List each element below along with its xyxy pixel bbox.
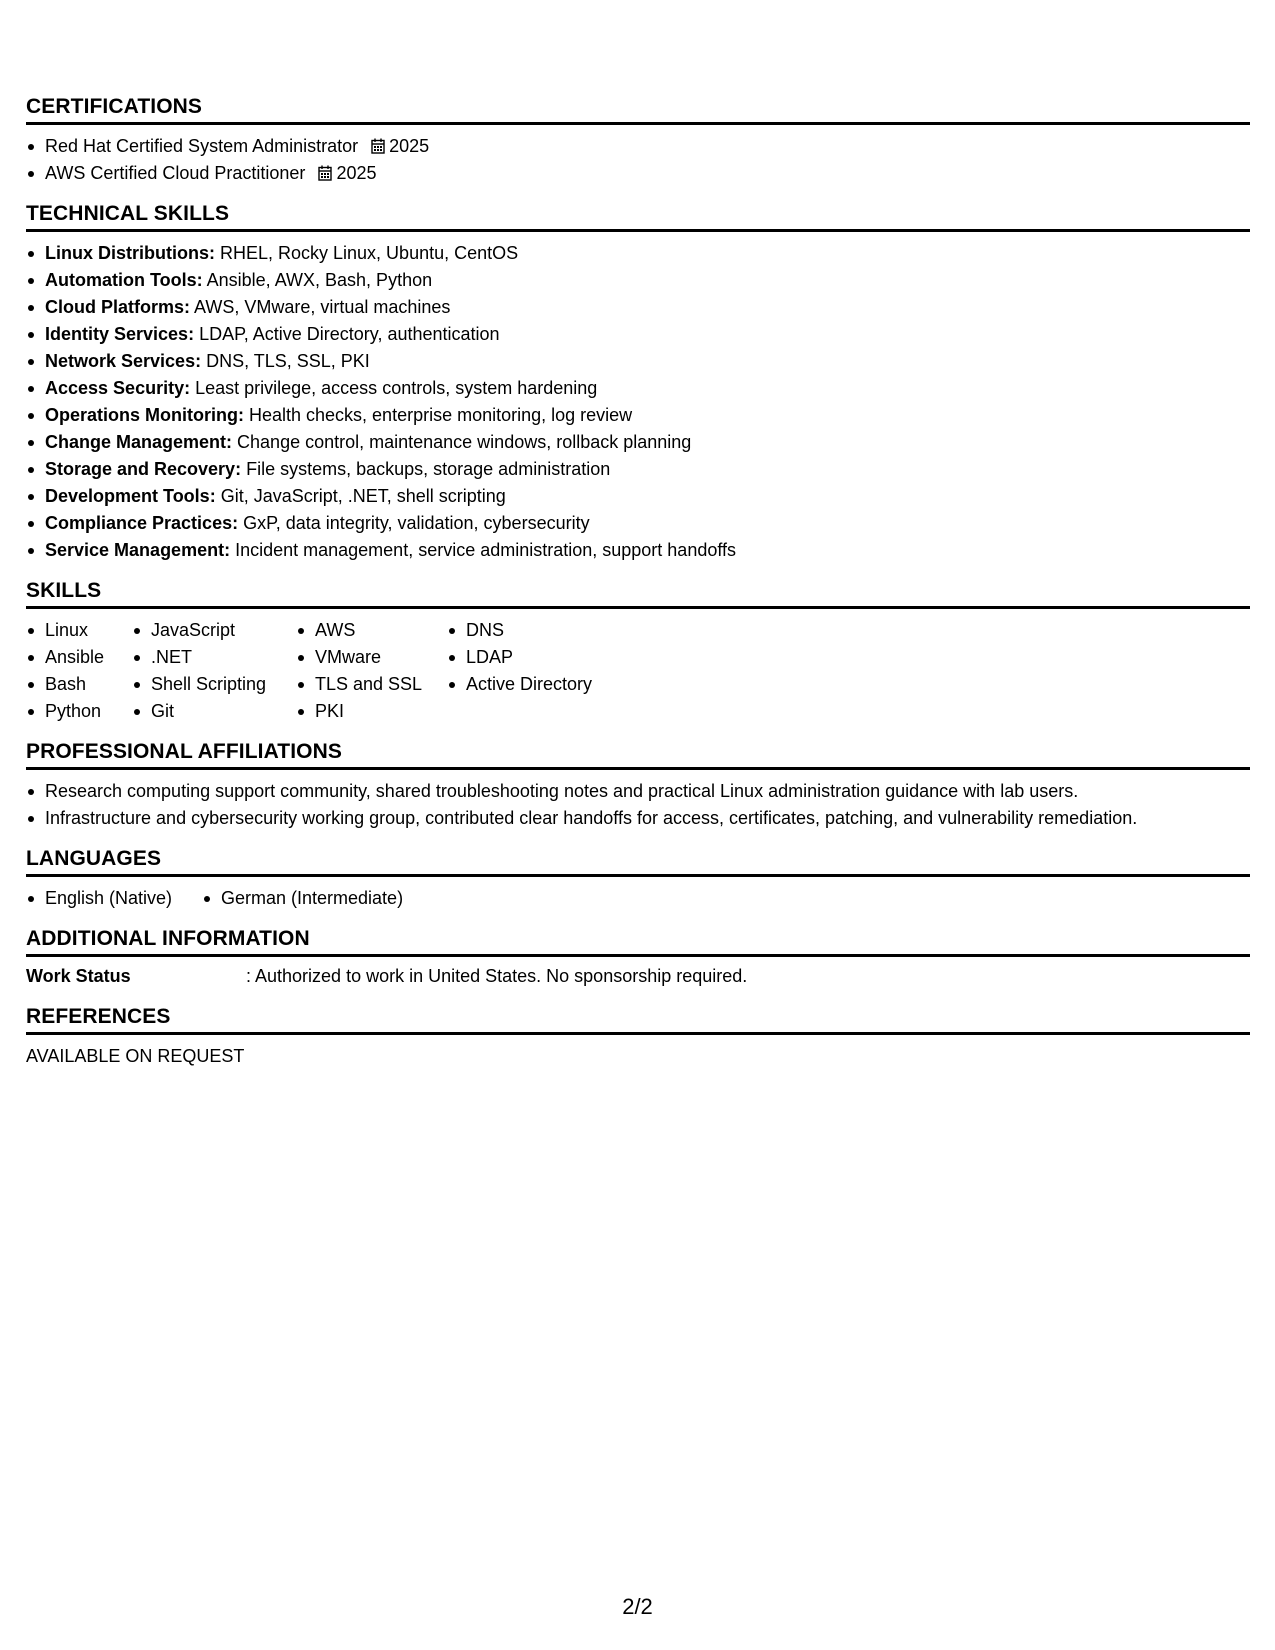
skill-values: Least privilege, access controls, system hardening [190, 378, 598, 398]
certification-date [371, 133, 429, 160]
affiliation-item: Research computing support community, shared troubleshooting notes and practical Linux administration guidance with lab users. [26, 778, 1250, 805]
resume-page [26, 94, 1250, 1084]
certification-year: 2025 [336, 163, 377, 183]
skill-item: Active Directory [447, 671, 627, 698]
technical-skill-item [26, 429, 1250, 456]
skill-category: Operations Monitoring: [45, 405, 244, 425]
skill-values: File systems, backups, storage administration [241, 459, 611, 479]
skill-values: Change control, maintenance windows, rollback planning [232, 432, 692, 452]
skill-category: Automation Tools: [45, 270, 203, 290]
calendar-icon [371, 138, 385, 154]
skill-category: Network Services: [45, 351, 202, 371]
certification-item [26, 133, 1250, 160]
languages-column [26, 885, 202, 912]
references-heading: REFERENCES [26, 1004, 1250, 1035]
technical-skill-item [26, 348, 1250, 375]
skill-item: LDAP [447, 644, 627, 671]
languages-column [202, 885, 403, 912]
skill-item: DNS [447, 617, 627, 644]
additional-info-section [26, 926, 1250, 990]
skill-values: RHEL, Rocky Linux, Ubuntu, CentOS [215, 243, 519, 263]
technical-skill-item [26, 483, 1250, 510]
technical-skill-item [26, 240, 1250, 267]
technical-skill-item [26, 294, 1250, 321]
page-number: 2/2 [622, 1594, 653, 1619]
certification-name: AWS Certified Cloud Practitioner [45, 163, 306, 183]
skill-item: Linux [26, 617, 132, 644]
language-item: English (Native) [26, 885, 202, 912]
skill-category: Compliance Practices: [45, 513, 239, 533]
affiliations-list [26, 778, 1250, 832]
skill-item: AWS [296, 617, 447, 644]
certifications-heading: CERTIFICATIONS [26, 94, 1250, 125]
certification-date [318, 160, 376, 187]
skill-values: Health checks, enterprise monitoring, log review [243, 405, 633, 425]
technical-skill-item [26, 267, 1250, 294]
affiliations-section [26, 739, 1250, 832]
skill-values: LDAP, Active Directory, authentication [194, 324, 500, 344]
references-text: AVAILABLE ON REQUEST [26, 1046, 245, 1066]
certification-item [26, 160, 1250, 187]
skill-category: Identity Services: [45, 324, 195, 344]
skill-values: Ansible, AWX, Bash, Python [202, 270, 433, 290]
work-status-row [26, 963, 1250, 990]
skill-values: AWS, VMware, virtual machines [190, 297, 451, 317]
technical-skill-item [26, 375, 1250, 402]
technical-skill-item [26, 456, 1250, 483]
skill-item: TLS and SSL [296, 671, 447, 698]
certification-year: 2025 [389, 136, 430, 156]
languages-list [26, 885, 1250, 912]
skills-column [26, 617, 132, 725]
skill-item: Bash [26, 671, 132, 698]
references-section [26, 1004, 1250, 1070]
work-status-value: : Authorized to work in United States. No sponsorship required. [246, 966, 748, 986]
skill-item: Python [26, 698, 132, 725]
skill-category: Change Management: [45, 432, 233, 452]
skill-category: Linux Distributions: [45, 243, 215, 263]
skill-item: .NET [132, 644, 296, 671]
skill-values: DNS, TLS, SSL, PKI [201, 351, 370, 371]
languages-heading: LANGUAGES [26, 846, 1250, 877]
skill-item: Git [132, 698, 296, 725]
skill-category: Cloud Platforms: [45, 297, 191, 317]
skills-grid [26, 617, 1250, 725]
technical-skills-heading: TECHNICAL SKILLS [26, 201, 1250, 232]
calendar-icon [318, 165, 332, 181]
skill-category: Development Tools: [45, 486, 216, 506]
skill-item: VMware [296, 644, 447, 671]
skill-category: Storage and Recovery: [45, 459, 242, 479]
technical-skill-item [26, 510, 1250, 537]
technical-skill-item [26, 402, 1250, 429]
skill-item: PKI [296, 698, 447, 725]
technical-skill-item [26, 321, 1250, 348]
affiliations-heading: PROFESSIONAL AFFILIATIONS [26, 739, 1250, 770]
certifications-section [26, 94, 1250, 187]
technical-skills-section [26, 201, 1250, 564]
skill-category: Access Security: [45, 378, 191, 398]
technical-skills-list [26, 240, 1250, 564]
work-status-label: Work Status [26, 966, 131, 986]
skills-column [296, 617, 447, 725]
skill-category: Service Management: [45, 540, 231, 560]
skills-column [447, 617, 627, 725]
skills-heading: SKILLS [26, 578, 1250, 609]
skills-column [132, 617, 296, 725]
technical-skill-item [26, 537, 1250, 564]
skill-item: Shell Scripting [132, 671, 296, 698]
skill-values: GxP, data integrity, validation, cybersecurity [238, 513, 590, 533]
additional-info-heading: ADDITIONAL INFORMATION [26, 926, 1250, 957]
languages-section [26, 846, 1250, 912]
skill-item: Ansible [26, 644, 132, 671]
skill-item: JavaScript [132, 617, 296, 644]
certifications-list [26, 133, 1250, 187]
certification-name: Red Hat Certified System Administrator [45, 136, 359, 156]
skills-section [26, 578, 1250, 725]
skill-values: Git, JavaScript, .NET, shell scripting [215, 486, 506, 506]
skill-values: Incident management, service administration, support handoffs [230, 540, 737, 560]
language-item: German (Intermediate) [202, 885, 403, 912]
affiliation-item: Infrastructure and cybersecurity working group, contributed clear handoffs for access, certificates, patching, and vulnerability remediation. [26, 805, 1250, 832]
